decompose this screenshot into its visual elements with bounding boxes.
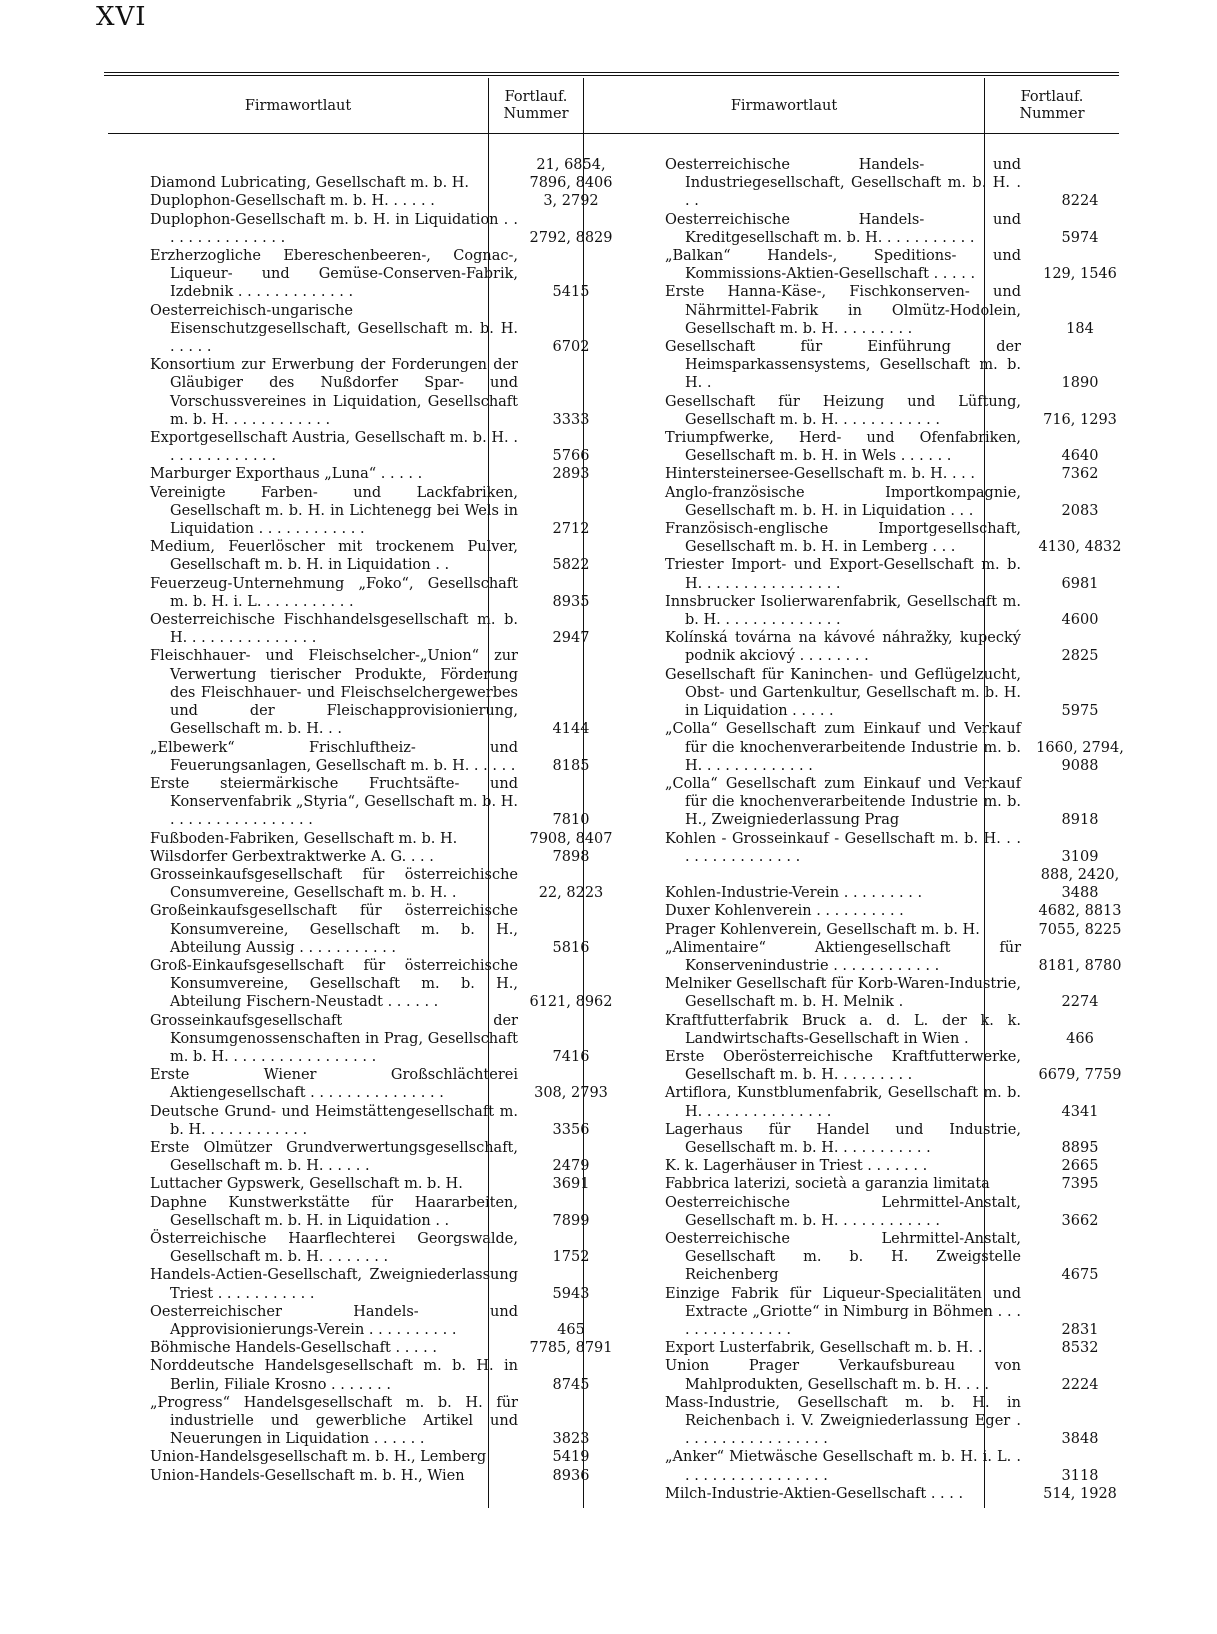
list-item <box>150 1339 620 1357</box>
list-item <box>665 866 1135 902</box>
entry-number: 5975 <box>1061 703 1099 720</box>
list-item <box>665 484 1135 520</box>
list-item <box>665 593 1135 629</box>
list-item <box>150 1230 620 1266</box>
company-name: Union Prager Verkaufsbureau von Mahlprodukten, Gesellschaft m. b. H. . . . <box>665 1358 1021 1393</box>
entry-number: 4130, 4832 <box>1038 539 1122 556</box>
company-name: Erste Wiener Großschlächterei Aktiengesellschaft . . . . . . . . . . . . . . . <box>150 1067 518 1102</box>
list-item <box>150 1103 620 1139</box>
list-item <box>150 1139 620 1175</box>
header-number-right-line2: Nummer <box>1019 106 1085 122</box>
list-item <box>150 1448 620 1466</box>
company-name: Oesterreichische Handels- und Industriegesellschaft, Gesellschaft m. b. H. . . . <box>665 157 1021 210</box>
company-name: „Elbewerk“ Frischluftheiz- und Feuerungsanlagen, Gesellschaft m. b. H. . . . . . <box>150 739 518 774</box>
entry-number: 2224 <box>1061 1376 1099 1393</box>
company-name: Prager Kohlenverein, Gesellschaft m. b. H. <box>665 921 980 938</box>
entry-number: 1752 <box>552 1249 590 1266</box>
entry-number: 5415 <box>552 284 590 301</box>
company-name: Fußboden-Fabriken, Gesellschaft m. b. H. <box>150 830 458 847</box>
entry-number: 2274 <box>1061 994 1099 1011</box>
list-item <box>665 975 1135 1011</box>
page-number: XVI <box>96 2 147 32</box>
entry-number: 2665 <box>1061 1158 1099 1175</box>
company-name: Erste Oberösterreichische Kraftfutterwerke, Gesellschaft m. b. H. . . . . . . . . <box>665 1048 1021 1084</box>
list-item <box>150 429 620 465</box>
company-name: Erste steiermärkische Fruchtsäfte- und Konservenfabrik „Styria“, Gesellschaft m. b. H. . . . . . . . . . . . . . . . . <box>150 775 518 829</box>
company-name: „Progress“ Handelsgesellschaft m. b. H. für industrielle und gewerbliche Artikel und Neuerungen in Liquidation . . . . . . <box>150 1394 518 1448</box>
entry-number: 2083 <box>1061 502 1099 519</box>
list-item <box>665 939 1135 975</box>
list-item <box>665 902 1135 920</box>
list-item <box>665 393 1135 429</box>
entry-number: 21, 6854, 7896, 8406 <box>529 157 613 192</box>
list-item <box>150 1194 620 1230</box>
company-name: „Alimentaire“ Aktiengesellschaft für Konservenindustrie . . . . . . . . . . . . <box>665 939 1021 974</box>
company-name: Kolínská továrna na kávové náhražky, kupecký podnik akciový . . . . . . . . <box>665 630 1021 665</box>
entry-number: 7362 <box>1061 466 1099 483</box>
company-name: Böhmische Handels-Gesellschaft . . . . . <box>150 1340 437 1357</box>
list-item <box>665 429 1135 465</box>
company-name: Duplophon-Gesellschaft m. b. H. in Liquidation . . . . . . . . . . . . . . . <box>150 211 518 246</box>
entry-number: 8181, 8780 <box>1038 957 1122 974</box>
list-item <box>665 1394 1135 1449</box>
entry-number: 466 <box>1066 1030 1094 1047</box>
company-name: Diamond Lubricating, Gesellschaft m. b. H. <box>150 175 470 192</box>
company-name: Gesellschaft für Heizung und Lüftung, Gesellschaft m. b. H. . . . . . . . . . . . <box>665 393 1021 428</box>
entry-number: 5419 <box>552 1449 590 1466</box>
entry-number: 716, 1293 <box>1043 411 1117 428</box>
company-name: Oesterreichische Handels- und Kreditgesellschaft m. b. H. . . . . . . . . . . <box>665 211 1021 246</box>
entry-number: 8224 <box>1061 193 1099 210</box>
entry-number: 7908, 8407 <box>529 830 613 847</box>
entry-number: 3823 <box>552 1431 590 1448</box>
header-number-left <box>489 80 583 132</box>
list-item <box>665 629 1135 665</box>
company-name: Österreichische Haarflechterei Georgswalde, Gesellschaft m. b. H. . . . . . . . <box>150 1230 518 1266</box>
list-item <box>150 902 620 957</box>
company-name: Fabbrica laterizi, società a garanzia limitata <box>665 1176 990 1193</box>
company-name: Großeinkaufsgesellschaft für österreichische Konsumvereine, Gesellschaft m. b. H., Abteilung Aussig . . . . . . . . . . . <box>150 903 518 956</box>
company-name: Duplophon-Gesellschaft m. b. H. . . . . . <box>150 193 435 210</box>
entry-number: 129, 1546 <box>1043 266 1117 283</box>
list-item <box>150 957 620 1012</box>
list-item <box>150 156 620 192</box>
entry-number: 4640 <box>1061 448 1099 465</box>
list-item <box>150 575 620 611</box>
company-name: Innsbrucker Isolierwarenfabrik, Gesellschaft m. b. H. . . . . . . . . . . . . . <box>665 593 1021 629</box>
company-name: Oesterreichische Lehrmittel-Anstalt, Gesellschaft m. b. H. Zweigstelle Reichenberg <box>665 1230 1021 1284</box>
entry-number: 184 <box>1066 320 1094 337</box>
list-item <box>150 739 620 775</box>
list-item <box>150 848 620 866</box>
list-item <box>665 211 1135 247</box>
list-item <box>150 356 620 429</box>
company-name: Oesterreichischer Handels- und Approvisionierungs-Verein . . . . . . . . . . <box>150 1303 518 1338</box>
list-item <box>150 1467 620 1485</box>
list-item <box>665 156 1135 211</box>
entry-number: 514, 1928 <box>1043 1485 1117 1502</box>
entry-number: 5943 <box>552 1285 590 1302</box>
entry-number: 4341 <box>1061 1103 1099 1120</box>
list-item <box>665 921 1135 939</box>
entry-number: 1890 <box>1061 375 1099 392</box>
company-name: Duxer Kohlenverein . . . . . . . . . . <box>665 903 904 920</box>
company-name: Gesellschaft für Einführung der Heimsparkassensystems, Gesellschaft m. b. H. . <box>665 339 1021 392</box>
entry-number: 2479 <box>552 1158 590 1175</box>
entry-number: 5974 <box>1061 229 1099 246</box>
entry-number: 8185 <box>552 757 590 774</box>
entry-number: 2825 <box>1061 648 1099 665</box>
entry-number: 2831 <box>1061 1322 1099 1338</box>
company-name: Deutsche Grund- und Heimstättengesellschaft m. b. H. . . . . . . . . . . . <box>150 1103 518 1138</box>
header-company-left: Firmawortlaut <box>244 97 352 114</box>
company-name: Lagerhaus für Handel und Industrie, Gesellschaft m. b. H. . . . . . . . . . . <box>665 1121 1021 1156</box>
entry-number: 5822 <box>552 557 590 574</box>
entry-number: 3848 <box>1061 1431 1099 1448</box>
list-item <box>665 666 1135 721</box>
entry-number: 8918 <box>1061 812 1099 829</box>
entry-number: 308, 2793 <box>534 1085 608 1102</box>
entry-number: 7395 <box>1061 1176 1099 1193</box>
entry-number: 6702 <box>552 339 590 356</box>
entry-number: 7810 <box>552 812 590 829</box>
entry-number: 7898 <box>552 848 590 865</box>
list-item <box>665 775 1135 830</box>
header-number-left-line1: Fortlauf. <box>504 89 568 105</box>
company-name: K. k. Lagerhäuser in Triest . . . . . . . <box>665 1158 928 1175</box>
list-item <box>665 1121 1135 1157</box>
company-name: Gesellschaft für Kaninchen- und Geflügelzucht, Obst- und Gartenkultur, Gesellschaft m. b. H. in Liquidation . . . . . <box>665 666 1021 720</box>
entry-number: 2947 <box>552 630 590 647</box>
list-item <box>150 830 620 848</box>
list-item <box>150 1066 620 1102</box>
list-item <box>665 520 1135 556</box>
entry-number: 8936 <box>552 1467 590 1484</box>
company-name: Mass-Industrie, Gesellschaft m. b. H. in Reichenbach i. V. Zweigniederlassung Eger . . . . . . . . . . . . . . . . . <box>665 1394 1021 1448</box>
entry-number: 4682, 8813 <box>1038 903 1122 920</box>
entry-number: 7055, 8225 <box>1038 921 1122 938</box>
left-entry-list <box>150 156 620 1485</box>
entry-number: 2712 <box>552 521 590 538</box>
entry-number: 5816 <box>552 939 590 956</box>
list-item <box>150 247 620 302</box>
entry-number: 4144 <box>552 721 590 738</box>
entry-number: 7899 <box>552 1212 590 1229</box>
list-item <box>150 484 620 539</box>
company-name: Medium, Feuerlöscher mit trockenem Pulver, Gesellschaft m. b. H. in Liquidation . . <box>150 539 518 574</box>
list-item <box>150 1175 620 1193</box>
list-item <box>665 1357 1135 1393</box>
company-name: Erzherzogliche Ebereschenbeeren-, Cognac-, Liqueur- und Gemüse-Conserven-Fabrik, Izdebnik . . . . . . . . . . . . . <box>150 248 518 301</box>
company-name: Union-Handelsgesellschaft m. b. H., Lemberg <box>150 1449 487 1466</box>
list-item <box>150 1012 620 1067</box>
header-rule <box>108 133 1119 134</box>
company-name: Fleischhauer- und Fleischselcher-„Union“ zur Verwertung tierischer Produkte, Förderung des Fleischhauer- und Fleischselchergewerbes und der Fleischapprovisionierung, Gesellschaft m. b. H. . . <box>150 648 518 738</box>
entry-number: 888, 2420, 3488 <box>1040 866 1120 902</box>
company-name: Feuerzeug-Unternehmung „Foko“, Gesellschaft m. b. H. i. L. . . . . . . . . . . <box>150 575 518 610</box>
entry-number: 1660, 2794, 9088 <box>1036 739 1124 774</box>
list-item <box>150 211 620 247</box>
list-item <box>150 192 620 210</box>
company-name: „Colla“ Gesellschaft zum Einkauf und Verkauf für die knochenverarbeitende Industrie m. b. H. . . . . . . . . . . . . <box>665 721 1021 774</box>
company-name: Einzige Fabrik für Liqueur-Specialitäten und Extracte „Griotte“ in Nimburg in Böhmen . . . . . . . . . . . . . . . <box>665 1285 1021 1338</box>
list-item <box>150 775 620 830</box>
list-item <box>150 1394 620 1449</box>
company-name: Oesterreichisch-ungarische Eisenschutzgesellschaft, Gesellschaft m. b. H. . . . . . <box>150 302 518 356</box>
entry-number: 6679, 7759 <box>1038 1067 1122 1084</box>
company-name: Wilsdorfer Gerbextraktwerke A. G. . . . <box>150 848 434 865</box>
list-item <box>665 1339 1135 1357</box>
entry-number: 7416 <box>552 1048 590 1065</box>
list-item <box>665 1448 1135 1484</box>
company-name: Französisch-englische Importgesellschaft, Gesellschaft m. b. H. in Lemberg . . . <box>665 521 1021 556</box>
entry-number: 22, 8223 <box>538 885 604 902</box>
company-name: Groß-Einkaufsgesellschaft für österreichische Konsumvereine, Gesellschaft m. b. H., Abteilung Fischern-Neustadt . . . . . . <box>150 957 518 1011</box>
company-name: Vereinigte Farben- und Lackfabriken, Gesellschaft m. b. H. in Lichtenegg bei Wels in Liquidation . . . . . . . . . . . . <box>150 484 518 538</box>
list-item <box>665 830 1135 866</box>
company-name: Marburger Exporthaus „Luna“ . . . . . <box>150 466 423 483</box>
list-item <box>150 611 620 647</box>
company-name: „Anker“ Mietwäsche Gesellschaft m. b. H. i. L. . . . . . . . . . . . . . . . . . <box>665 1449 1021 1484</box>
list-item <box>665 1084 1135 1120</box>
company-name: „Colla“ Gesellschaft zum Einkauf und Verkauf für die knochenverarbeitende Industrie m. b. H., Zweigniederlassung Prag <box>665 775 1021 829</box>
list-item <box>150 538 620 574</box>
company-name: Triester Import- und Export-Gesellschaft m. b. H. . . . . . . . . . . . . . . . <box>665 557 1021 592</box>
right-entry-list <box>665 156 1135 1503</box>
top-double-rule <box>104 72 1119 76</box>
company-name: Grosseinkaufsgesellschaft für österreichische Consumvereine, Gesellschaft m. b. H. . <box>150 866 518 902</box>
entry-number: 3333 <box>552 411 590 428</box>
list-item <box>665 556 1135 592</box>
list-item <box>150 1357 620 1393</box>
company-name: Kohlen - Grosseinkauf - Gesellschaft m. b. H. . . . . . . . . . . . . . . . <box>665 830 1021 865</box>
company-name: Luttacher Gypswerk, Gesellschaft m. b. H. <box>150 1176 463 1193</box>
list-item <box>665 283 1135 338</box>
header-number-right-line1: Fortlauf. <box>1020 89 1084 105</box>
entry-number: 4675 <box>1061 1267 1099 1284</box>
company-name: Anglo-französische Importkompagnie, Gesellschaft m. b. H. in Liquidation . . . <box>665 484 1021 519</box>
header-number-left-line2: Nummer <box>503 106 569 122</box>
company-name: Konsortium zur Erwerbung der Forderungen der Gläubiger des Nußdorfer Spar- und Vorschussvereines in Liquidation, Gesellschaft m. b. H. . . . . . . . . . . . <box>150 357 518 428</box>
company-name: Erste Olmützer Grundverwertungsgesellschaft, Gesellschaft m. b. H. . . . . . <box>150 1139 518 1175</box>
entry-number: 2893 <box>552 466 590 483</box>
company-name: Norddeutsche Handelsgesellschaft m. b. H. in Berlin, Filiale Krosno . . . . . . . <box>150 1358 518 1393</box>
list-item <box>665 1194 1135 1230</box>
company-name: Melniker Gesellschaft für Korb-Waren-Industrie, Gesellschaft m. b. H. Melnik . <box>665 976 1021 1011</box>
entry-number: 8745 <box>552 1376 590 1393</box>
list-item <box>665 720 1135 775</box>
list-item <box>150 1266 620 1302</box>
company-name: Daphne Kunstwerkstätte für Haararbeiten, Gesellschaft m. b. H. in Liquidation . . <box>150 1194 518 1229</box>
list-item <box>150 1303 620 1339</box>
entry-number: 3118 <box>1061 1467 1099 1484</box>
company-name: Union-Handels-Gesellschaft m. b. H., Wien <box>150 1467 465 1484</box>
company-name: Artiflora, Kunstblumenfabrik, Gesellschaft m. b. H. . . . . . . . . . . . . . . <box>665 1085 1021 1120</box>
entry-number: 3662 <box>1061 1212 1099 1229</box>
list-item <box>665 1485 1135 1503</box>
entry-number: 7785, 8791 <box>529 1340 613 1357</box>
company-name: Erste Hanna-Käse-, Fischkonserven- und Nährmittel-Fabrik in Olmütz-Hodolein, Gesellschaft m. b. H. . . . . . . . . <box>665 284 1021 337</box>
entry-number: 2792, 8829 <box>529 229 613 246</box>
company-name: Kohlen-Industrie-Verein . . . . . . . . . <box>665 885 923 902</box>
list-item <box>150 647 620 738</box>
entry-number: 3, 2792 <box>543 193 599 210</box>
list-item <box>665 1285 1135 1340</box>
entry-number: 4600 <box>1061 612 1099 629</box>
entry-number: 3691 <box>552 1176 590 1193</box>
list-item <box>665 1012 1135 1048</box>
list-item <box>665 1230 1135 1285</box>
company-name: Triumpfwerke, Herd- und Ofenfabriken, Gesellschaft m. b. H. in Wels . . . . . . <box>665 430 1021 465</box>
list-item <box>150 465 620 483</box>
header-number-right <box>985 80 1119 132</box>
entry-number: 6121, 8962 <box>529 994 613 1011</box>
list-item <box>665 1157 1135 1175</box>
header-company-right: Firmawortlaut <box>730 97 838 114</box>
entry-number: 6981 <box>1061 575 1099 592</box>
company-name: Handels-Actien-Gesellschaft, Zweigniederlassung Triest . . . . . . . . . . . <box>150 1267 518 1302</box>
company-name: „Balkan“ Handels-, Speditions- und Kommissions-Aktien-Gesellschaft . . . . . <box>665 248 1021 283</box>
company-name: Kraftfutterfabrik Bruck a. d. L. der k. k. Landwirtschafts-Gesellschaft in Wien . <box>665 1012 1021 1047</box>
entry-number: 3109 <box>1061 848 1099 865</box>
company-name: Oesterreichische Lehrmittel-Anstalt, Gesellschaft m. b. H. . . . . . . . . . . . <box>665 1194 1021 1229</box>
list-item <box>150 302 620 357</box>
company-name: Grosseinkaufsgesellschaft der Konsumgenossenschaften in Prag, Gesellschaft m. b. H. . . . . . . . . . . . . . . . . <box>150 1012 518 1065</box>
entry-number: 5766 <box>552 448 590 465</box>
entry-number: 8895 <box>1061 1139 1099 1156</box>
list-item <box>665 247 1135 283</box>
list-item <box>665 1048 1135 1084</box>
company-name: Oesterreichische Fischhandelsgesellschaft m. b. H. . . . . . . . . . . . . . . <box>150 612 518 647</box>
entry-number: 465 <box>557 1322 585 1338</box>
list-item <box>150 866 620 902</box>
entry-number: 3356 <box>552 1121 590 1138</box>
company-name: Milch-Industrie-Aktien-Gesellschaft . . . . <box>665 1485 964 1502</box>
company-name: Hintersteinersee-Gesellschaft m. b. H. . . . <box>665 466 975 483</box>
company-name: Exportgesellschaft Austria, Gesellschaft m. b. H. . . . . . . . . . . . . . <box>150 430 518 465</box>
entry-number: 8532 <box>1061 1340 1099 1357</box>
entry-number: 8935 <box>552 593 590 610</box>
company-name: Export Lusterfabrik, Gesellschaft m. b. H. . <box>665 1340 983 1357</box>
list-item <box>665 465 1135 483</box>
list-item <box>665 338 1135 393</box>
list-item <box>665 1175 1135 1193</box>
